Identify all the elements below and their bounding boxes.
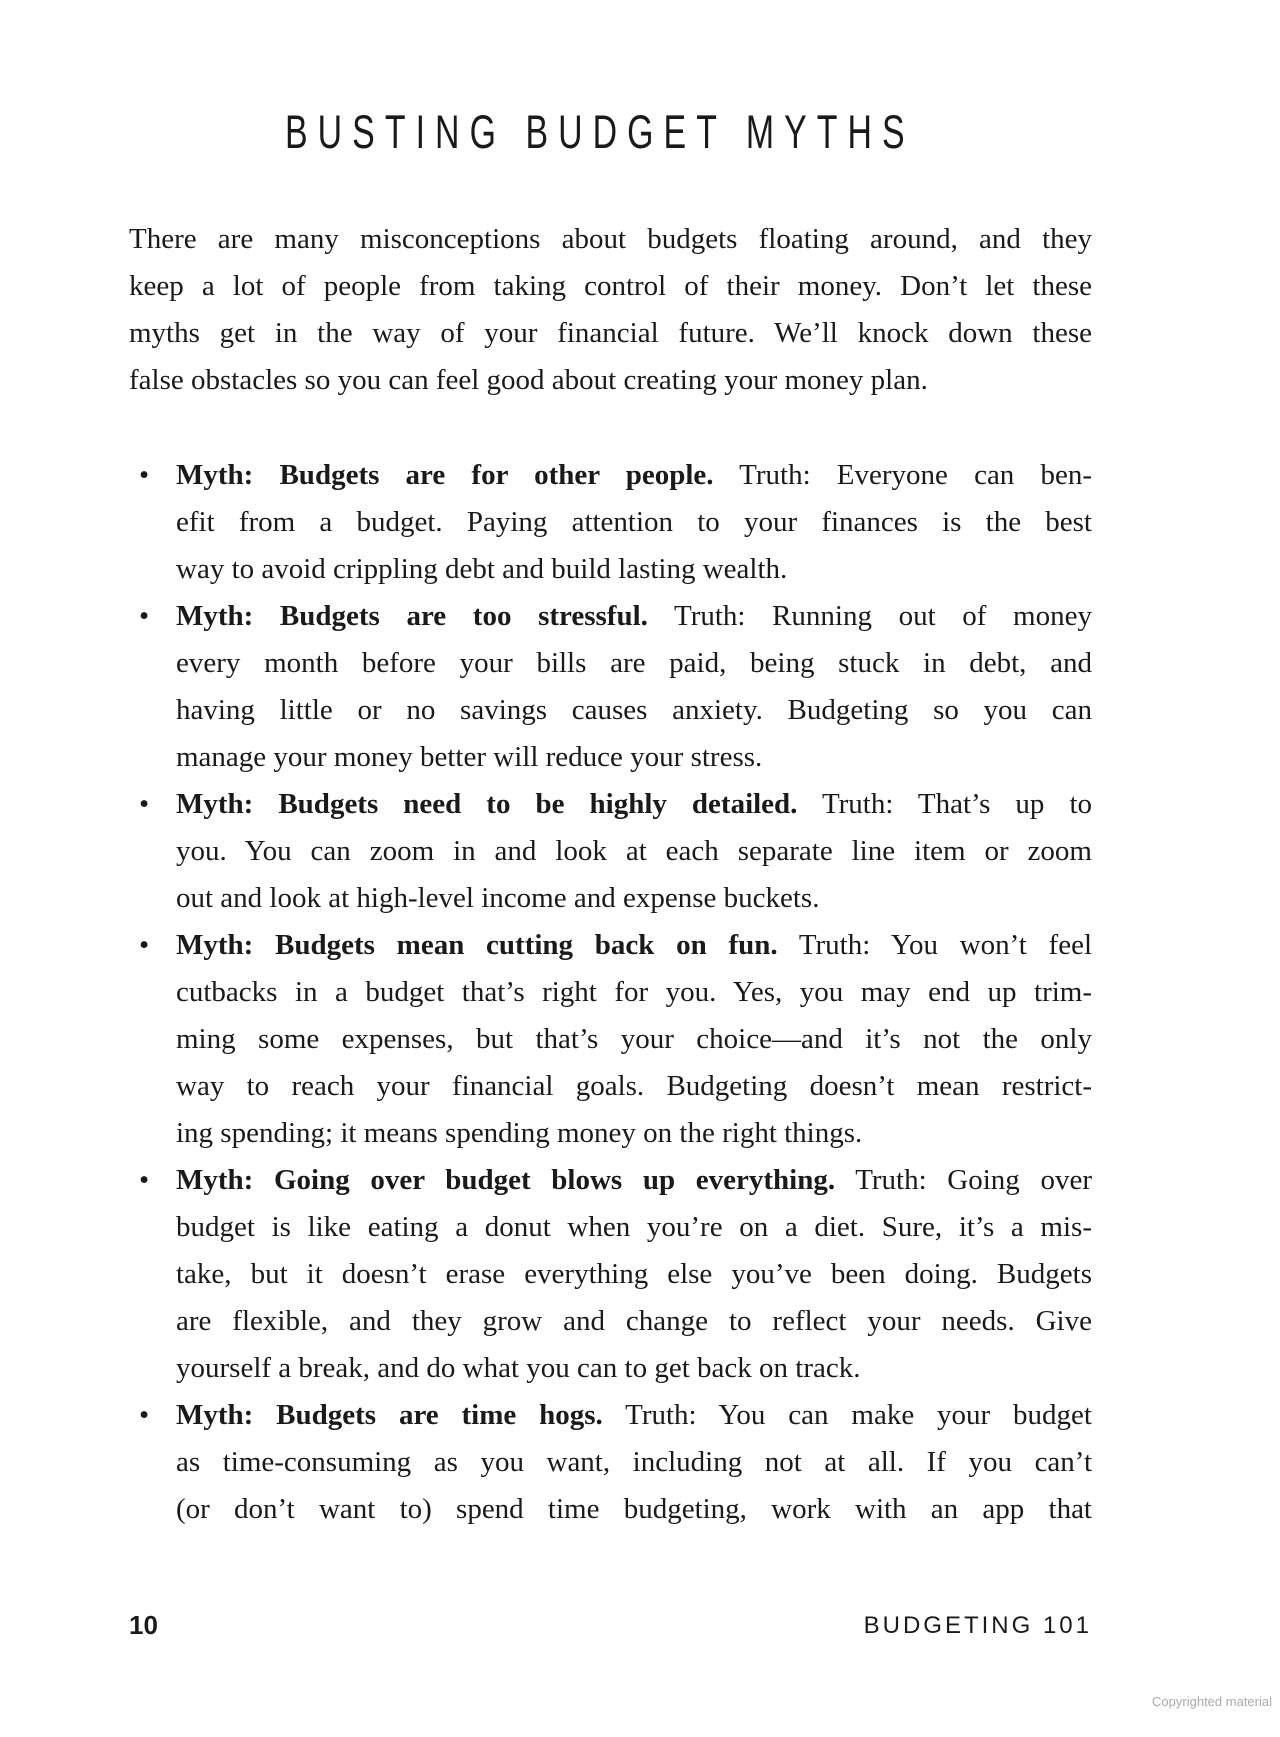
truth-line: manage your money better will reduce your stress. — [176, 741, 763, 773]
truth-line: as time-consuming as you want, including not at all. If you can’t — [176, 1446, 1092, 1478]
myth-line — [176, 1157, 1092, 1204]
myth-list-item — [129, 452, 1092, 593]
page-title: BUSTING BUDGET MYTHS — [285, 105, 915, 158]
truth-line: take, but it doesn’t erase everything else you’ve been doing. Budgets — [176, 1258, 1092, 1290]
intro-line: myths get in the way of your financial future. We’ll knock down these — [129, 317, 1092, 349]
myth-line — [176, 1392, 1092, 1439]
myth-statement: Myth: Budgets are for other people. — [176, 459, 714, 491]
truth-text: Truth: You won’t feel — [777, 929, 1092, 961]
myth-list-item — [129, 593, 1092, 781]
myth-line — [176, 781, 1092, 828]
myth-line — [176, 452, 1092, 499]
truth-text: Truth: Going over — [835, 1164, 1092, 1196]
myth-list — [129, 452, 1092, 1533]
truth-line: out and look at high-level income and expense buckets. — [176, 882, 820, 914]
intro-line: false obstacles so you can feel good about creating your money plan. — [129, 364, 928, 396]
truth-text: Truth: You can make your budget — [602, 1399, 1092, 1431]
truth-line: efit from a budget. Paying attention to your finances is the best — [176, 506, 1092, 538]
running-head: BUDGETING 101 — [863, 1612, 1092, 1639]
intro-line: keep a lot of people from taking control of their money. Don’t let these — [129, 270, 1092, 302]
myth-list-item — [129, 1157, 1092, 1392]
bullet-icon: • — [139, 788, 150, 820]
myth-statement: Myth: Budgets are too stressful. — [176, 600, 648, 632]
bullet-icon: • — [139, 929, 150, 961]
truth-text: Truth: That’s up to — [797, 788, 1092, 820]
truth-line: cutbacks in a budget that’s right for you. Yes, you may end up trim- — [176, 976, 1092, 1008]
myth-list-item — [129, 1392, 1092, 1533]
truth-line: ming some expenses, but that’s your choice—and it’s not the only — [176, 1023, 1092, 1055]
myth-statement: Myth: Budgets mean cutting back on fun. — [176, 929, 778, 961]
intro-paragraph — [129, 216, 1092, 404]
truth-text: Truth: Running out of money — [647, 600, 1092, 632]
myth-list-item — [129, 922, 1092, 1157]
myth-statement: Myth: Going over budget blows up everything. — [176, 1164, 836, 1196]
copyright-watermark: Copyrighted material — [1152, 1694, 1272, 1709]
myth-list-item — [129, 781, 1092, 922]
bullet-icon: • — [139, 1164, 150, 1196]
myth-statement: Myth: Budgets need to be highly detailed. — [176, 788, 798, 820]
myth-line — [176, 593, 1092, 640]
truth-line: yourself a break, and do what you can to get back on track. — [176, 1352, 861, 1384]
page-number: 10 — [129, 1610, 158, 1640]
bullet-icon: • — [139, 459, 150, 491]
truth-line: having little or no savings causes anxiety. Budgeting so you can — [176, 694, 1092, 726]
truth-line: way to reach your financial goals. Budgeting doesn’t mean restrict- — [176, 1070, 1092, 1102]
truth-line: are flexible, and they grow and change to reflect your needs. Give — [176, 1305, 1092, 1337]
myth-statement: Myth: Budgets are time hogs. — [176, 1399, 603, 1431]
truth-line: budget is like eating a donut when you’re on a diet. Sure, it’s a mis- — [176, 1211, 1092, 1243]
bullet-icon: • — [139, 600, 150, 632]
intro-line: There are many misconceptions about budgets floating around, and they — [129, 223, 1092, 255]
truth-line: (or don’t want to) spend time budgeting, work with an app that — [176, 1493, 1092, 1525]
bullet-icon: • — [139, 1399, 150, 1431]
truth-line: ing spending; it means spending money on the right things. — [176, 1117, 863, 1149]
truth-text: Truth: Everyone can ben- — [713, 459, 1092, 491]
myth-line — [176, 922, 1092, 969]
truth-line: way to avoid crippling debt and build lasting wealth. — [176, 553, 788, 585]
truth-line: every month before your bills are paid, being stuck in debt, and — [176, 647, 1092, 679]
truth-line: you. You can zoom in and look at each separate line item or zoom — [176, 835, 1092, 867]
